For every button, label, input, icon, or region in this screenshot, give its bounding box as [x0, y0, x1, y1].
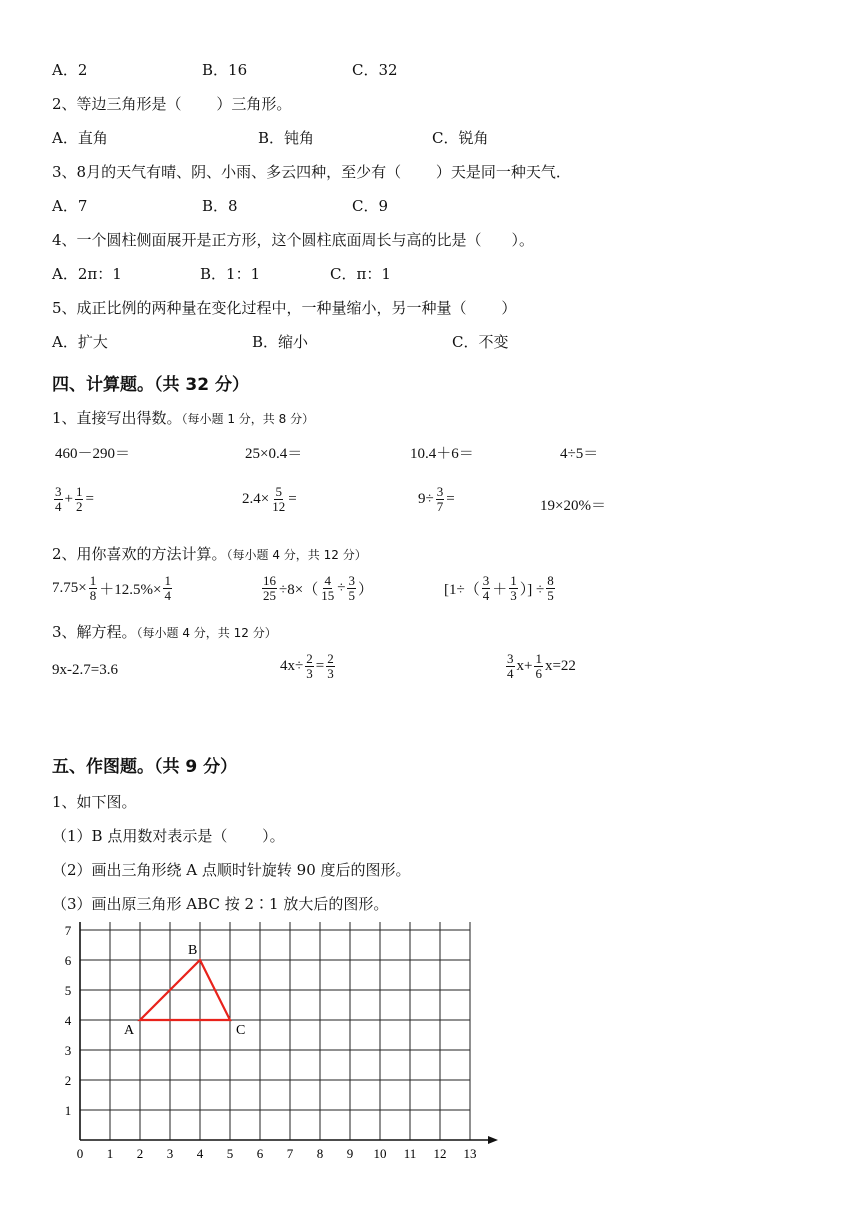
drawing-item-1: （1）B 点用数对表示是（ ）。: [52, 827, 285, 845]
sub-question-3: [52, 622, 277, 643]
x-tick-label: 11: [403, 1146, 417, 1161]
fraction: $\frac{1}{3}$: [510, 573, 517, 603]
sub-question-text: 3、解方程。: [52, 623, 137, 641]
fraction: $\frac{2}{3}$: [306, 651, 313, 681]
y-tick-label: 1: [64, 1103, 72, 1118]
score-note: （每小题 1 分，共 8 分）: [181, 412, 315, 426]
x-tick-label: 0: [76, 1146, 84, 1161]
x-tick-label: 4: [196, 1146, 204, 1161]
x-tick-label: 3: [166, 1146, 174, 1161]
option-a: A．2: [52, 61, 88, 79]
fraction: $\frac{1}{2}$: [75, 484, 83, 514]
x-tick-label: 5: [226, 1146, 234, 1161]
x-tick-label: 13: [463, 1146, 477, 1161]
grid-lines: [80, 922, 470, 1140]
question-4: 4、一个圆柱侧面展开是正方形，这个圆柱底面周长与高的比是（ ）。: [52, 231, 535, 249]
fraction: $\frac{3}{4}$: [507, 651, 514, 681]
option-c: C．9: [352, 197, 389, 215]
fraction: $\frac{3}{5}$: [348, 573, 355, 603]
fraction: $\frac{1}{4}$: [164, 573, 171, 603]
drawing-item-3: （3）画出原三角形 ABC 按 2∶1 放大后的图形。: [52, 895, 389, 913]
option-a: A．2π：1: [52, 265, 122, 283]
x-tick-label: 12: [433, 1146, 447, 1161]
option-b: B．16: [202, 61, 248, 79]
section-4-title: 四、计算题。（共 32 分）: [52, 375, 249, 395]
sub-question-text: 1、直接写出得数。: [52, 409, 182, 427]
fraction: $\frac{5}{12}$: [272, 484, 286, 514]
coordinate-grid: [40, 922, 510, 1172]
option-c: C．32: [352, 61, 398, 79]
option-a: A．7: [52, 197, 88, 215]
oral-calc-6: 2.4× $\frac{5}{12}$ =: [242, 484, 297, 514]
oral-calc-1: 460－290＝: [55, 446, 131, 462]
option-b: B．钝角: [258, 129, 315, 147]
y-tick-label: 2: [64, 1073, 72, 1088]
option-c: C．π：1: [330, 265, 391, 283]
fraction: $\frac{3}{4}$: [55, 484, 62, 514]
equation-1: 9x-2.7=3.6: [52, 662, 118, 678]
vertex-label-c: C: [236, 1023, 246, 1038]
y-tick-label: 3: [64, 1043, 72, 1058]
oral-calc-2: 25×0.4＝: [245, 446, 303, 462]
option-b: B．8: [202, 197, 238, 215]
section-5-intro: 1、如下图。: [52, 793, 137, 811]
calc-expr-3: [1÷（ $\frac{3}{4}$ ＋ $\frac{1}{3}$ ）] ÷ $\frac{8}{5}$: [444, 573, 554, 603]
sub-question-text: 2、用你喜欢的方法计算。: [52, 545, 227, 563]
sub-question-1: [52, 408, 314, 429]
option-c: C．锐角: [432, 129, 489, 147]
x-tick-label: 2: [136, 1146, 144, 1161]
drawing-item-2: （2）画出三角形绕 A 点顺时针旋转 90 度后的图形。: [52, 861, 411, 879]
calc-expr-2: $\frac{16}{25}$ ÷8×（ $\frac{4}{15}$ ÷ $\frac{3}{5}$ ）: [263, 573, 373, 603]
x-tick-label: 7: [286, 1146, 294, 1161]
option-b: B．1：1: [200, 265, 261, 283]
x-tick-label: 1: [106, 1146, 114, 1161]
x-tick-label: 10: [373, 1146, 387, 1161]
fraction: $\frac{4}{15}$: [321, 573, 335, 603]
y-tick-label: 4: [64, 1013, 72, 1028]
fraction: $\frac{3}{7}$: [436, 484, 444, 514]
score-note: （每小题 4 分，共 12 分）: [226, 548, 367, 562]
y-tick-label: 5: [64, 983, 72, 998]
oral-calc-5: $\frac{3}{4}$ + $\frac{1}{2}$ =: [55, 484, 94, 514]
option-b: B．缩小: [252, 333, 309, 351]
question-2: 2、等边三角形是（ ）三角形。: [52, 95, 292, 113]
equation-2: 4x÷ $\frac{2}{3}$ = $\frac{2}{3}$: [280, 651, 334, 681]
fraction: $\frac{3}{4}$: [482, 573, 490, 603]
option-a: A．直角: [52, 129, 108, 147]
y-tick-label: 7: [64, 923, 72, 938]
x-tick-label: 6: [256, 1146, 264, 1161]
x-axis-arrow: [488, 1136, 498, 1144]
fraction: $\frac{1}{6}$: [535, 651, 542, 681]
question-3: 3、8月的天气有晴、阴、小雨、多云四种，至少有（ ）天是同一种天气．: [52, 163, 571, 181]
x-tick-label: 9: [346, 1146, 354, 1161]
axes: [76, 922, 498, 1144]
y-tick-label: 6: [64, 953, 72, 968]
fraction: $\frac{2}{3}$: [327, 651, 334, 681]
fraction: $\frac{1}{8}$: [89, 573, 97, 603]
oral-calc-4: 4÷5＝: [560, 446, 599, 462]
question-5: 5、成正比例的两种量在变化过程中，一种量缩小，另一种量（ ）: [52, 299, 517, 317]
vertex-label-b: B: [188, 943, 198, 958]
equation-3: $\frac{3}{4}$ x+ $\frac{1}{6}$ x=22: [507, 651, 576, 681]
option-c: C．不变: [452, 333, 509, 351]
section-5-title: 五、作图题。（共 9 分）: [52, 757, 238, 777]
oral-calc-3: 10.4＋6＝: [410, 446, 474, 462]
calc-expr-1: 7.75× $\frac{1}{8}$ ＋12.5%× $\frac{1}{4}$: [52, 573, 171, 603]
option-a: A．扩大: [52, 333, 108, 351]
vertex-label-a: A: [124, 1023, 135, 1038]
fraction: $\frac{8}{5}$: [547, 573, 554, 603]
fraction: $\frac{16}{25}$: [263, 573, 276, 603]
x-tick-label: 8: [316, 1146, 324, 1161]
oral-calc-8: 19×20%＝: [540, 498, 606, 514]
y-axis-tick-labels: [65, 922, 72, 1118]
oral-calc-7: 9÷ $\frac{3}{7}$ =: [418, 484, 455, 514]
x-axis-tick-labels: [77, 1146, 477, 1161]
score-note: （每小题 4 分，共 12 分）: [136, 626, 277, 640]
sub-question-2: [52, 544, 367, 565]
